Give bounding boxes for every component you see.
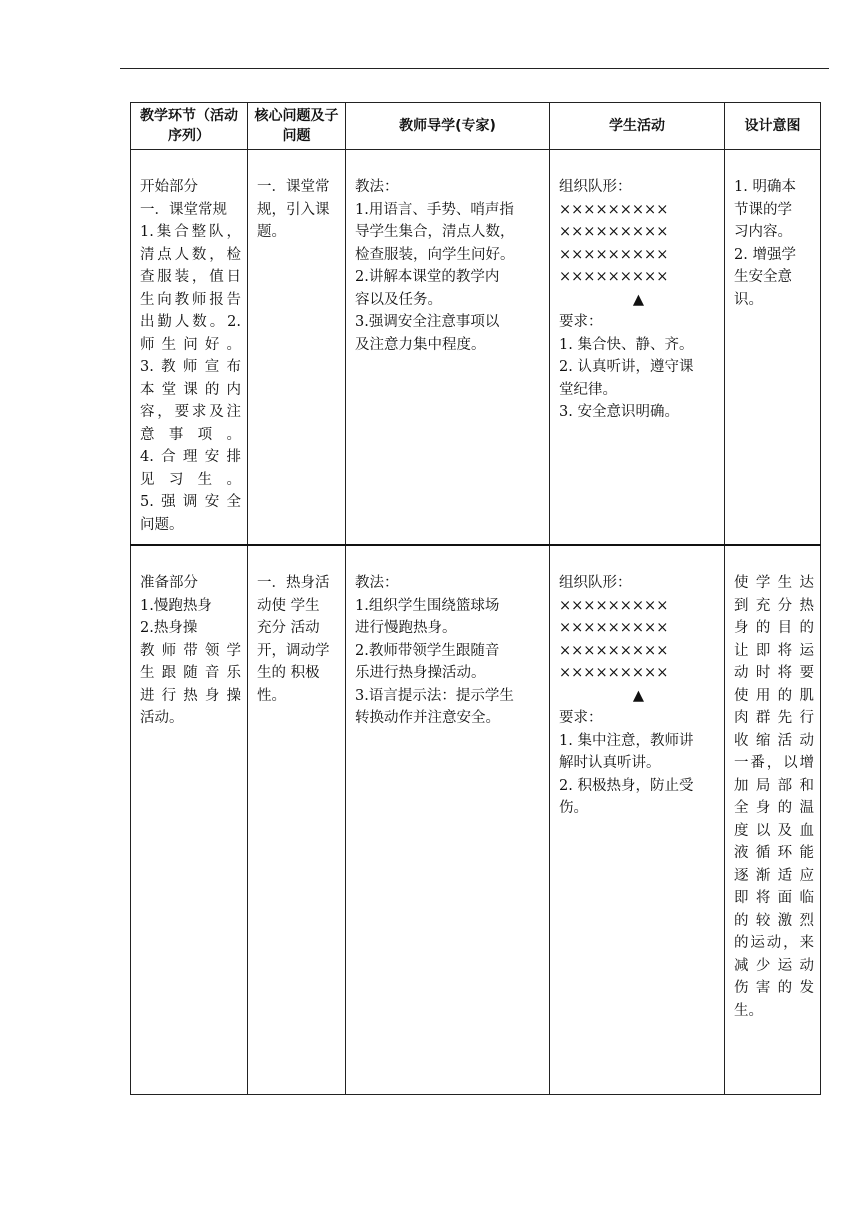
cell-core-question	[248, 545, 346, 1095]
cell-line: 及注意力集中程度。	[355, 336, 486, 353]
cell-line: 容，要求及注	[140, 404, 241, 420]
cell-line: 性。	[257, 687, 286, 704]
cell-line: 1.集合整队，	[140, 224, 241, 240]
cell-line: ×××××××××	[559, 642, 669, 659]
table-row	[131, 545, 821, 1095]
cell-line: 教师带领学	[140, 642, 241, 659]
cell-line: 3.语言提示法：提示学生	[355, 687, 514, 704]
cell-line: 教法：	[355, 575, 399, 591]
cell-line: 1. 明确本	[734, 179, 796, 195]
cell-line: 问题。	[140, 516, 184, 533]
cell-line: 活动。	[140, 710, 184, 726]
cell-line: ×××××××××	[559, 665, 669, 681]
cell-line: 全身的温	[734, 800, 814, 816]
cell-line: 加局部和	[734, 777, 814, 794]
cell-line: 1. 集合快、静、齐。	[559, 336, 694, 353]
cell-line: 3.教师宣布	[140, 359, 241, 375]
cell-core-question	[248, 150, 346, 546]
cell-line: 到充分热	[734, 597, 814, 614]
cell-line: 3. 安全意识明确。	[559, 404, 679, 420]
cell-line: 一．课堂常	[257, 179, 330, 195]
cell-line: 减少运动	[734, 957, 814, 974]
table-header-row	[131, 103, 821, 150]
header-core-question: 核心问题及子问题	[248, 103, 346, 150]
cell-line: 动时将要	[734, 665, 814, 681]
cell-line: 液循环能	[734, 845, 814, 861]
cell-line: 要求：	[559, 314, 603, 330]
cell-line: ×××××××××	[559, 269, 669, 285]
cell-line: 使学生达	[734, 575, 814, 591]
cell-line: 乐进行热身操活动。	[355, 665, 486, 681]
cell-line: 本堂课的内	[140, 381, 241, 398]
cell-line: 5.强调安全	[140, 494, 241, 510]
cell-line: 节课的学	[734, 201, 792, 218]
header-intent: 设计意图	[725, 103, 821, 150]
cell-line: 教法：	[355, 179, 399, 195]
header-rule	[120, 68, 829, 69]
cell-teacher	[346, 150, 550, 546]
cell-line: 充分 活动	[257, 620, 320, 636]
header-student: 学生活动	[550, 103, 725, 150]
cell-line: 伤害的发	[734, 980, 814, 996]
cell-line: 度以及血	[734, 822, 814, 839]
cell-line: 3.强调安全注意事项以	[355, 314, 500, 330]
cell-line: 2. 增强学	[734, 246, 796, 263]
cell-line: 让即将运	[734, 642, 814, 659]
cell-line: 一．课堂常规	[140, 201, 227, 218]
cell-line: ▲	[632, 687, 645, 704]
cell-line: 进行慢跑热身。	[355, 620, 457, 636]
header-phase: 教学环节（活动序列）	[131, 103, 248, 150]
cell-line: ×××××××××	[559, 201, 669, 218]
cell-line: 生安全意	[734, 269, 792, 285]
cell-line: 即将面临	[734, 890, 814, 906]
cell-line: 解时认真听讲。	[559, 755, 661, 771]
cell-line: 一．热身活	[257, 575, 330, 591]
cell-line: 查服装，值日	[140, 269, 241, 285]
cell-intent	[725, 150, 821, 546]
cell-intent	[725, 545, 821, 1095]
lesson-plan-table	[130, 102, 821, 1095]
cell-line: 一番，以增	[734, 755, 814, 771]
cell-line: 2.教师带领学生跟随音	[355, 642, 500, 659]
cell-line: ×××××××××	[559, 620, 669, 636]
cell-student	[550, 150, 725, 546]
cell-line: 的较激烈	[734, 912, 814, 929]
cell-line: 清点人数，检	[140, 246, 241, 263]
cell-line: 2. 积极热身，防止受	[559, 777, 694, 794]
cell-line: 1.组织学生围绕篮球场	[355, 597, 500, 614]
cell-line: ▲	[632, 291, 645, 308]
cell-line: 要求：	[559, 710, 603, 726]
cell-line: 2.热身操	[140, 620, 198, 636]
cell-line: 生跟随音乐	[140, 665, 241, 681]
cell-line: 组织队形：	[559, 179, 632, 195]
cell-line: 转换动作并注意安全。	[355, 710, 500, 726]
cell-line: 组织队形：	[559, 575, 632, 591]
cell-line: 导学生集合，清点人数，	[355, 224, 515, 240]
cell-line: 2.讲解本课堂的教学内	[355, 269, 500, 285]
cell-line: 1.用语言、手势、哨声指	[355, 201, 514, 218]
cell-line: 识。	[734, 291, 763, 308]
cell-line: 收缩活动	[734, 732, 814, 749]
cell-line: 进行热身操	[140, 687, 241, 704]
cell-line: 准备部分	[140, 575, 198, 591]
cell-line: 生。	[734, 1002, 763, 1019]
cell-teacher	[346, 545, 550, 1095]
cell-line: 1.慢跑热身	[140, 597, 212, 614]
cell-line: 堂纪律。	[559, 381, 617, 398]
cell-line: 师生问好。	[140, 336, 241, 353]
cell-line: 生的 积极	[257, 665, 320, 681]
cell-line: 身的目的	[734, 620, 814, 636]
cell-line: ×××××××××	[559, 597, 669, 614]
cell-student	[550, 545, 725, 1095]
cell-line: 出勤人数。2.	[140, 314, 241, 330]
cell-line: 1. 集中注意，教师讲	[559, 732, 694, 749]
table-row	[131, 150, 821, 546]
cell-line: 意事项。	[140, 426, 241, 443]
cell-line: 使用的肌	[734, 687, 814, 704]
cell-line: 伤。	[559, 800, 588, 816]
cell-line: 的运动，来	[734, 935, 814, 951]
cell-line: ×××××××××	[559, 224, 669, 240]
cell-line: ×××××××××	[559, 246, 669, 263]
cell-line: 见习生。	[140, 471, 241, 488]
header-teacher: 教师导学(专家)	[346, 103, 550, 150]
cell-line: 逐渐适应	[734, 867, 814, 884]
cell-line: 2. 认真听讲，遵守课	[559, 359, 694, 375]
cell-line: 动使 学生	[257, 597, 320, 614]
cell-line: 题。	[257, 224, 286, 240]
cell-phase	[131, 545, 248, 1095]
cell-line: 开始部分	[140, 179, 198, 195]
cell-line: 容以及任务。	[355, 291, 442, 308]
cell-line: 规，引入课	[257, 201, 330, 218]
cell-line: 4.合理安排	[140, 449, 241, 465]
cell-line: 肉群先行	[734, 710, 814, 726]
cell-phase	[131, 150, 248, 546]
cell-line: 检查服装，向学生问好。	[355, 246, 515, 263]
cell-line: 开，调动学	[257, 642, 330, 659]
cell-line: 生向教师报告	[140, 291, 241, 308]
cell-line: 习内容。	[734, 224, 792, 240]
